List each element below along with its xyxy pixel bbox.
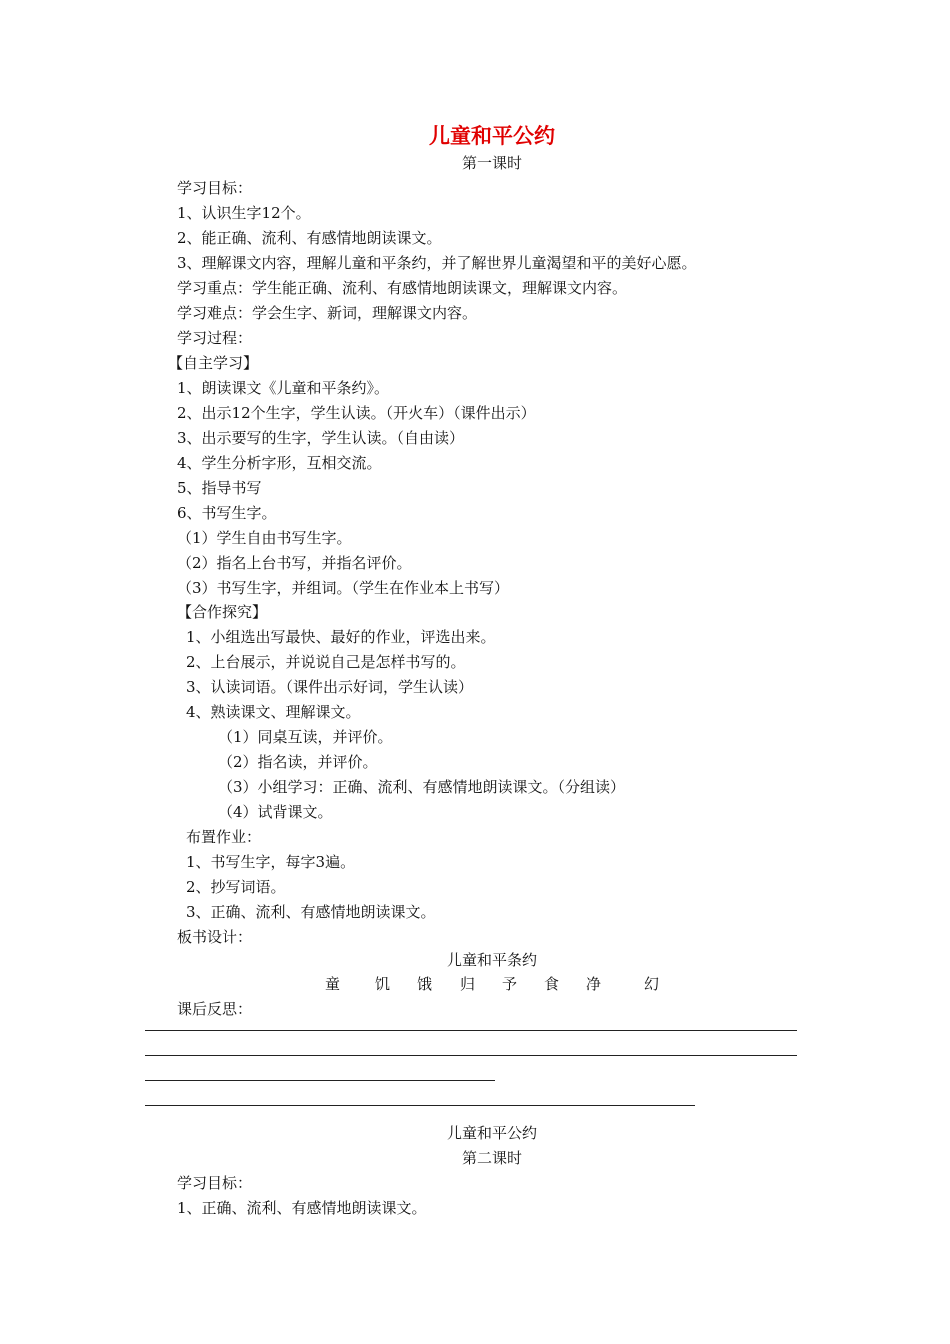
sub-step-item: （4）试背课文。	[218, 803, 333, 821]
reflection-line	[145, 1055, 797, 1056]
goal-item: 1、认识生字12个。	[177, 204, 311, 222]
document-title-2: 儿童和平公约	[446, 1124, 537, 1142]
goal-item: 3、理解课文内容，理解儿童和平条约，并了解世界儿童渴望和平的美好心愿。	[177, 254, 697, 272]
homework-item: 2、抄写词语。	[186, 878, 286, 896]
section-label: 学习过程：	[177, 329, 253, 347]
sub-step-item: （2）指名读，并评价。	[218, 753, 378, 771]
subsection-heading: 【合作探究】	[177, 603, 268, 621]
sub-step-item: （1）学生自由书写生字。	[177, 529, 352, 547]
section-label: 布置作业：	[186, 828, 262, 846]
step-item: 2、上台展示，并说说自己是怎样书写的。	[186, 653, 466, 671]
step-item: 3、认读词语。（课件出示好词，学生认读）	[186, 678, 474, 696]
board-char: 童	[325, 975, 341, 993]
sub-step-item: （1）同桌互读，并评价。	[218, 728, 393, 746]
section-label: 学习目标：	[177, 179, 253, 197]
board-char: 食	[544, 975, 560, 993]
step-item: 6、书写生字。	[177, 504, 277, 522]
reflection-line	[145, 1030, 797, 1031]
lesson-heading-2: 第二课时	[461, 1149, 522, 1167]
step-item: 2、出示12个生字，学生认读。（开火车）（课件出示）	[177, 404, 536, 422]
step-item: 4、熟读课文、理解课文。	[186, 703, 361, 721]
difficult-point: 学习难点：学会生字、新词，理解课文内容。	[177, 304, 478, 322]
board-char: 幻	[644, 975, 660, 993]
board-characters	[0, 972, 950, 997]
homework-item: 1、书写生字，每字3遍。	[186, 853, 356, 871]
document-title: 儿童和平公约	[429, 123, 555, 148]
sub-step-item: （3）书写生字，并组词。（学生在作业本上书写）	[177, 579, 510, 597]
lesson-heading-1: 第一课时	[461, 154, 522, 172]
board-char: 予	[502, 975, 518, 993]
sub-step-item: （3）小组学习：正确、流利、有感情地朗读课文。（分组读）	[218, 778, 626, 796]
reflection-line	[145, 1105, 695, 1106]
board-char: 饿	[417, 975, 433, 993]
board-char: 净	[586, 975, 602, 993]
step-item: 5、指导书写	[177, 479, 262, 497]
board-char: 饥	[375, 975, 391, 993]
sub-step-item: （2）指名上台书写，并指名评价。	[177, 554, 412, 572]
key-point: 学习重点：学生能正确、流利、有感情地朗读课文，理解课文内容。	[177, 279, 628, 297]
board-char: 归	[460, 975, 476, 993]
step-item: 4、学生分析字形，互相交流。	[177, 454, 382, 472]
goal-item: 1、正确、流利、有感情地朗读课文。	[177, 1199, 427, 1217]
reflection-label: 课后反思：	[177, 1000, 253, 1018]
board-title: 儿童和平条约	[446, 951, 537, 969]
goal-item: 2、能正确、流利、有感情地朗读课文。	[177, 229, 442, 247]
step-item: 1、朗读课文《儿童和平条约》。	[177, 379, 390, 397]
step-item: 3、出示要写的生字，学生认读。（自由读）	[177, 429, 465, 447]
section-label: 板书设计：	[177, 928, 253, 946]
reflection-line	[145, 1080, 495, 1081]
section-label: 学习目标：	[177, 1174, 253, 1192]
homework-item: 3、正确、流利、有感情地朗读课文。	[186, 903, 436, 921]
step-item: 1、小组选出写最快、最好的作业，评选出来。	[186, 628, 496, 646]
subsection-heading: 【自主学习】	[168, 354, 259, 372]
